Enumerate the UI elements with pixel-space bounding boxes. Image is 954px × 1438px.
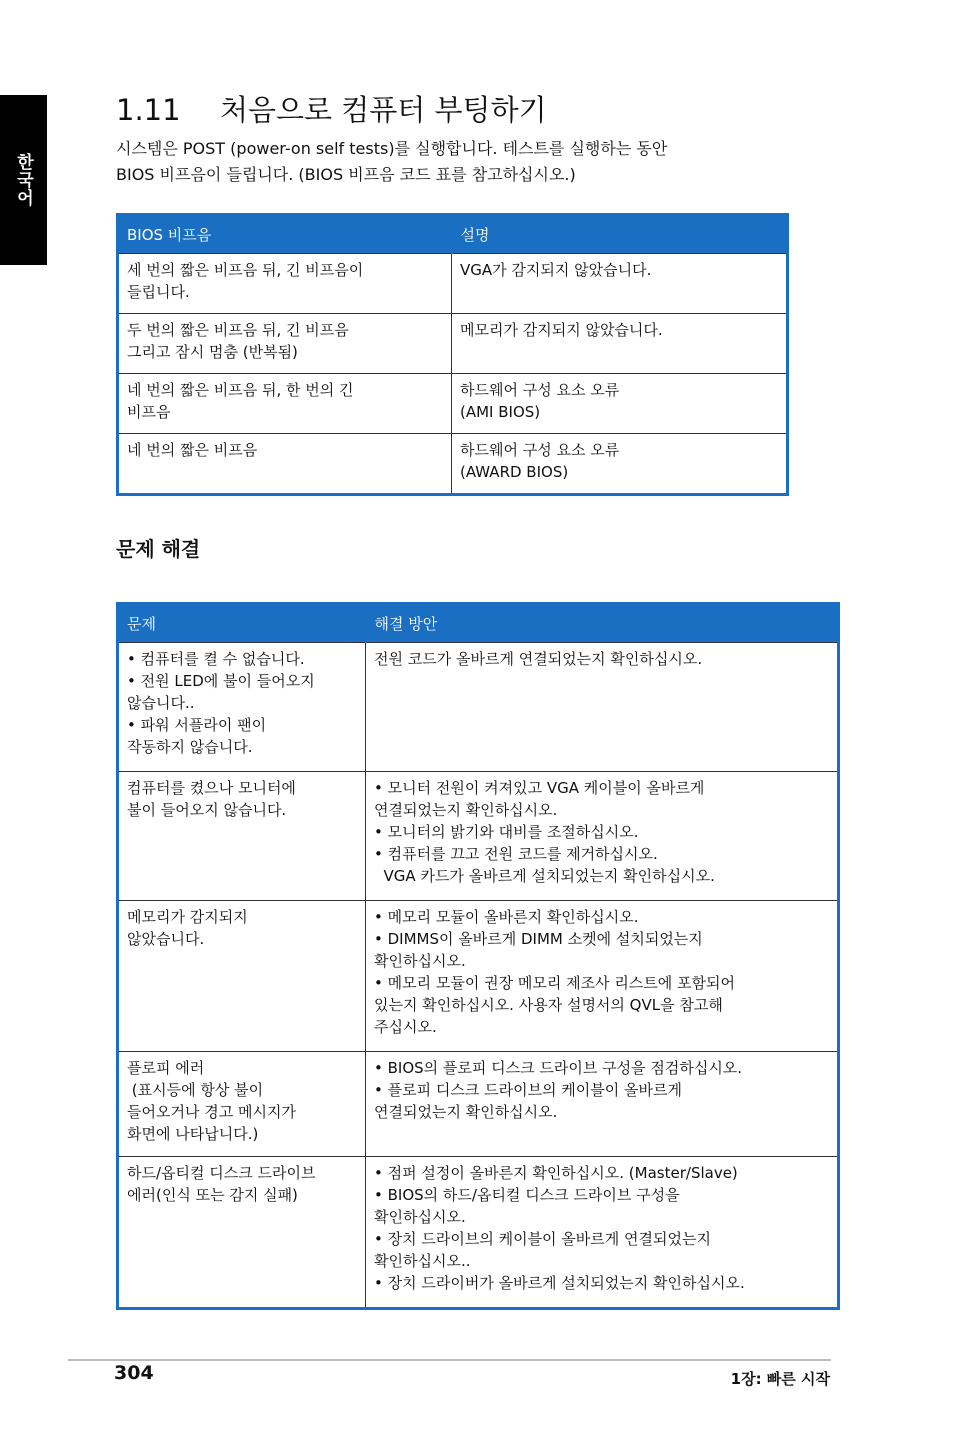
solution-cell bbox=[366, 1052, 839, 1157]
cell-line: • 장치 드라이브의 케이블이 올바르게 연결되었는지 bbox=[374, 1230, 711, 1248]
solution-cell bbox=[366, 901, 839, 1052]
cell-line: (AMI BIOS) bbox=[460, 403, 541, 421]
problem-cell bbox=[118, 901, 366, 1052]
cell-line: 확인하십시오. bbox=[374, 1208, 466, 1226]
cell-line: 에러(인식 또는 감지 실패) bbox=[127, 1186, 298, 1204]
cell-line: 메모리가 감지되지 않았습니다. bbox=[460, 321, 663, 339]
cell-line: • 메모리 모듈이 올바른지 확인하십시오. bbox=[374, 908, 639, 926]
cell-line: 들립니다. bbox=[127, 283, 190, 301]
cell-line: 들어오거나 경고 메시지가 bbox=[127, 1103, 296, 1121]
cell-line: • BIOS의 플로피 디스크 드라이브 구성을 점검하십시오. bbox=[374, 1059, 743, 1077]
cell-line: • 장치 드라이버가 올바르게 설치되었는지 확인하십시오. bbox=[374, 1274, 745, 1292]
cell-line: • 모니터의 밝기와 대비를 조절하십시오. bbox=[374, 823, 639, 841]
language-label: 한국어 bbox=[13, 153, 33, 207]
beep-description-cell bbox=[452, 434, 788, 495]
cell-line: 않았습니다. bbox=[127, 930, 205, 948]
solution-cell bbox=[366, 643, 839, 772]
cell-line: 확인하십시오.. bbox=[374, 1252, 471, 1270]
beep-description-cell bbox=[452, 314, 788, 374]
cell-line: 확인하십시오. bbox=[374, 952, 466, 970]
beep-description-cell bbox=[452, 374, 788, 434]
beep-pattern-cell bbox=[118, 434, 452, 495]
cell-line: • 전원 LED에 불이 들어오지 bbox=[127, 672, 315, 690]
cell-line: 있는지 확인하십시오. 사용자 설명서의 QVL을 참고해 bbox=[374, 996, 723, 1014]
cell-line: 하드웨어 구성 요소 오류 bbox=[460, 441, 620, 459]
intro-line: BIOS 비프음이 들립니다. (BIOS 비프음 코드 표를 참고하십시오.) bbox=[116, 165, 576, 184]
troubleshooting-table bbox=[116, 602, 840, 1310]
solution-cell bbox=[366, 1157, 839, 1309]
cell-line: 비프음 bbox=[127, 403, 171, 421]
cell-line: (AWARD BIOS) bbox=[460, 463, 569, 481]
cell-line: • 점퍼 설정이 올바른지 확인하십시오. (Master/Slave) bbox=[374, 1164, 738, 1182]
cell-line: • BIOS의 하드/옵티컬 디스크 드라이브 구성을 bbox=[374, 1186, 680, 1204]
table-row bbox=[118, 1157, 839, 1309]
section-title: 처음으로 컴퓨터 부팅하기 bbox=[220, 93, 547, 127]
table-row bbox=[118, 254, 788, 314]
header-bios-beep: BIOS 비프음 bbox=[118, 215, 452, 254]
bios-beep-table bbox=[116, 213, 789, 496]
cell-line: 하드/옵티컬 디스크 드라이브 bbox=[127, 1164, 316, 1182]
cell-line: VGA 카드가 올바르게 설치되었는지 확인하십시오. bbox=[374, 867, 715, 885]
problem-cell bbox=[118, 643, 366, 772]
problem-cell bbox=[118, 1052, 366, 1157]
language-side-tab bbox=[0, 95, 47, 265]
cell-line: 화면에 나타납니다.) bbox=[127, 1125, 259, 1143]
page-number: 304 bbox=[114, 1362, 154, 1384]
intro-paragraph bbox=[116, 136, 816, 188]
troubleshooting-heading: 문제 해결 bbox=[116, 537, 201, 561]
cell-line: 불이 들어오지 않습니다. bbox=[127, 801, 287, 819]
header-problem: 문제 bbox=[118, 604, 366, 643]
cell-line: 세 번의 짧은 비프음 뒤, 긴 비프음이 bbox=[127, 261, 364, 279]
table-row bbox=[118, 643, 839, 772]
table-row bbox=[118, 772, 839, 901]
beep-pattern-cell bbox=[118, 254, 452, 314]
cell-line: • 메모리 모듈이 권장 메모리 제조사 리스트에 포함되어 bbox=[374, 974, 736, 992]
cell-line: 메모리가 감지되지 bbox=[127, 908, 248, 926]
cell-line: 연결되었는지 확인하십시오. bbox=[374, 1103, 558, 1121]
cell-line: 하드웨어 구성 요소 오류 bbox=[460, 381, 620, 399]
beep-pattern-cell bbox=[118, 314, 452, 374]
table-header-row bbox=[118, 215, 788, 254]
footer-divider bbox=[68, 1359, 831, 1361]
cell-line: • DIMMS이 올바르게 DIMM 소켓에 설치되었는지 bbox=[374, 930, 703, 948]
header-solution: 해결 방안 bbox=[366, 604, 839, 643]
problem-cell bbox=[118, 772, 366, 901]
intro-line: 시스템은 POST (power-on self tests)를 실행합니다. 테스트를 실행하는 동안 bbox=[116, 139, 668, 158]
cell-line: 작동하지 않습니다. bbox=[127, 738, 253, 756]
cell-line: • 모니터 전원이 켜져있고 VGA 케이블이 올바르게 bbox=[374, 779, 705, 797]
cell-line: 주십시오. bbox=[374, 1018, 437, 1036]
cell-line: • 컴퓨터를 끄고 전원 코드를 제거하십시오. bbox=[374, 845, 658, 863]
cell-line: • 컴퓨터를 켤 수 없습니다. bbox=[127, 650, 305, 668]
table-row bbox=[118, 1052, 839, 1157]
cell-line: 연결되었는지 확인하십시오. bbox=[374, 801, 558, 819]
section-number: 1.11 bbox=[116, 93, 181, 127]
beep-pattern-cell bbox=[118, 374, 452, 434]
header-description: 설명 bbox=[452, 215, 788, 254]
cell-line: VGA가 감지되지 않았습니다. bbox=[460, 261, 652, 279]
cell-line: (표시등에 항상 불이 bbox=[127, 1081, 264, 1099]
cell-line: 그리고 잠시 멈춤 (반복됨) bbox=[127, 343, 298, 361]
table-row bbox=[118, 374, 788, 434]
table-row bbox=[118, 901, 839, 1052]
beep-description-cell bbox=[452, 254, 788, 314]
cell-line: 네 번의 짧은 비프음 bbox=[127, 441, 258, 459]
cell-line: • 플로피 디스크 드라이브의 케이블이 올바르게 bbox=[374, 1081, 682, 1099]
cell-line: 전원 코드가 올바르게 연결되었는지 확인하십시오. bbox=[374, 650, 703, 668]
cell-line: 않습니다.. bbox=[127, 694, 195, 712]
cell-line: 네 번의 짧은 비프음 뒤, 한 번의 긴 bbox=[127, 381, 354, 399]
chapter-label: 1장: 빠른 시작 bbox=[730, 1370, 830, 1388]
table-header-row bbox=[118, 604, 839, 643]
cell-line: 두 번의 짧은 비프음 뒤, 긴 비프음 bbox=[127, 321, 349, 339]
table-row bbox=[118, 434, 788, 495]
problem-cell bbox=[118, 1157, 366, 1309]
cell-line: 플로피 에러 bbox=[127, 1059, 205, 1077]
solution-cell bbox=[366, 772, 839, 901]
cell-line: • 파워 서플라이 팬이 bbox=[127, 716, 267, 734]
table-row bbox=[118, 314, 788, 374]
cell-line: 컴퓨터를 켰으나 모니터에 bbox=[127, 779, 296, 797]
page-title bbox=[116, 88, 547, 129]
